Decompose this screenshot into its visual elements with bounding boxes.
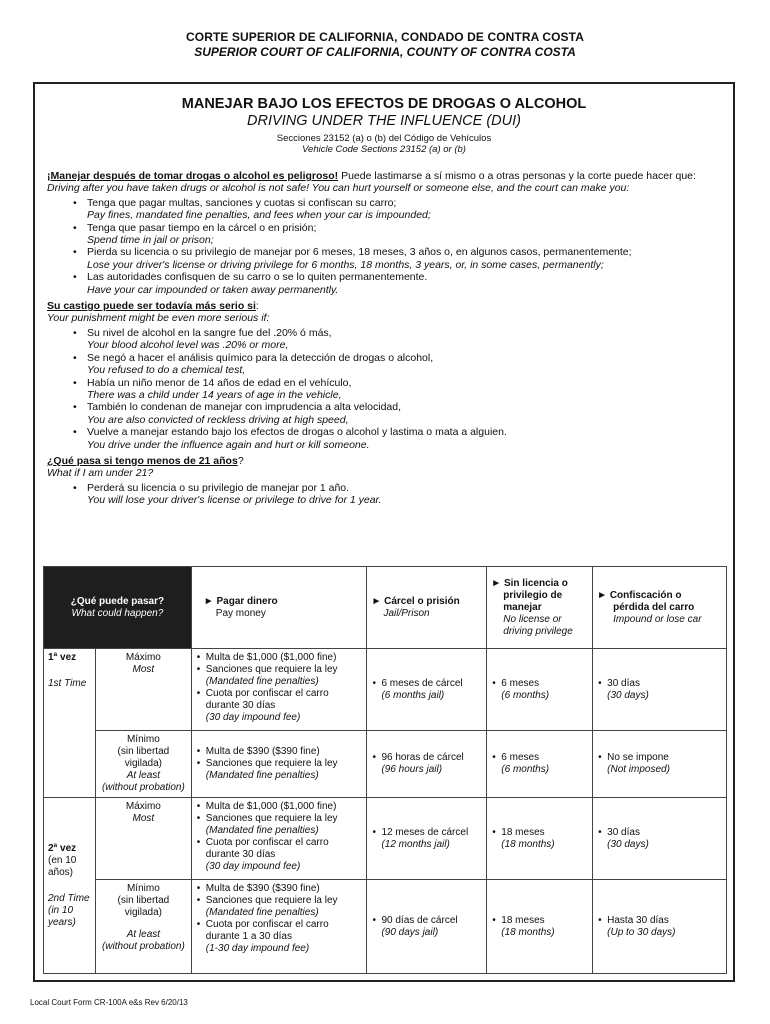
first-time-label: 1ª vez 1st Time — [44, 649, 96, 798]
sections-en: Vehicle Code Sections 23152 (a) or (b) — [302, 144, 466, 155]
header-what: ¿Qué puede pasar? What could happen? — [44, 567, 192, 649]
intro-en: Driving after you have taken drugs or alcohol is not safe! You can hurt yourself or someone else, and the court can make you: — [47, 182, 630, 195]
second-min-license: • 18 meses (18 months) — [487, 880, 593, 974]
court-header — [0, 30, 770, 59]
court-name-en: SUPERIOR COURT OF CALIFORNIA, COUNTY OF CONTRA COSTA — [194, 45, 576, 59]
second-min-money: • Multa de $390 ($390 fine) • Sanciones que requiere la ley (Mandated fine penalties) • Cuota por confiscar el carro durante 1 a 30 días (1-30 day impound fee) — [191, 880, 367, 974]
form-title — [35, 96, 733, 155]
court-name-es: CORTE SUPERIOR DE CALIFORNIA, CONDADO DE CONTRA COSTA — [186, 30, 584, 44]
second-max-money: • Multa de $1,000 ($1,000 fine) • Sanciones que requiere la ley (Mandated fine penalties) • Cuota por confiscar el carro durante 30 días (30 day impound fee) — [191, 798, 367, 880]
second-max-jail: • 12 meses de cárcel (12 months jail) — [367, 798, 487, 880]
first-max-money: • Multa de $1,000 ($1,000 fine) • Sanciones que requiere la ley (Mandated fine penalties) • Cuota por confiscar el carro durante 30 días (30 day impound fee) — [191, 649, 367, 731]
second-max-license: • 18 meses (18 months) — [487, 798, 593, 880]
second-min-jail: • 90 días de cárcel (90 days jail) — [367, 880, 487, 974]
second-min-impound: • Hasta 30 días (Up to 30 days) — [593, 880, 727, 974]
table-header-row — [44, 567, 727, 649]
table-row — [44, 649, 727, 731]
intro-rest-es: Puede lastimarse a sí mismo o a otras personas y la corte puede hacer que: — [341, 170, 696, 182]
header-money: ► Pagar dinero Pay money — [191, 567, 367, 649]
header-impound: ► Confiscación o pérdida del carro Impound or lose car — [593, 567, 727, 649]
sections-es: Secciones 23152 (a) o (b) del Código de Vehículos — [276, 133, 492, 144]
first-min-money: • Multa de $390 ($390 fine) • Sanciones que requiere la ley (Mandated fine penalties) — [191, 731, 367, 798]
list-item: • Las autoridades confisquen de su carro o se lo quiten permanentemente. Have your car impounded or taken away permanently. — [87, 271, 727, 296]
list-item: • Pierda su licencia o su privilegio de manejar por 6 meses, 18 meses, 3 años o, en algunos casos, permanentemente; Lose your driver's license or driving privilege for 6 months, 18 months, 3 years, or, in some cases, permanently; — [87, 246, 727, 271]
first-min-label: Mínimo (sin libertad vigilada) At least (without probation) — [95, 731, 191, 798]
form-footer: Local Court Form CR-100A e&s Rev 6/20/13 — [30, 998, 188, 1007]
title-es: MANEJAR BAJO LOS EFECTOS DE DROGAS O ALCOHOL — [181, 96, 587, 112]
first-min-impound: • No se impone (Not imposed) — [593, 731, 727, 798]
table-row — [44, 798, 727, 880]
under21-list — [47, 482, 727, 507]
list-item: • También lo condenan de manejar con imprudencia a alta velocidad, You are also convicted of reckless driving at high speed, — [87, 401, 727, 426]
intro-es — [47, 170, 727, 182]
first-max-label: Máximo Most — [95, 649, 191, 731]
second-max-impound: • 30 días (30 days) — [593, 798, 727, 880]
serious-list — [47, 327, 727, 451]
under21-heading: ¿Qué pasa si tengo menos de 21 años? — [47, 454, 244, 467]
first-max-jail: • 6 meses de cárcel (6 months jail) — [367, 649, 487, 731]
consequence-list — [47, 197, 727, 296]
header-license: ► Sin licencia o privilegio de manejar No license or driving privilege — [487, 567, 593, 649]
list-item: • Había un niño menor de 14 años de edad en el vehículo, There was a child under 14 years of age in the vehicle, — [87, 377, 727, 402]
list-item: • Su nivel de alcohol en la sangre fue del .20% ó más, Your blood alcohol level was .20% or more, — [87, 327, 727, 352]
title-en: DRIVING UNDER THE INFLUENCE (DUI) — [247, 113, 521, 129]
first-max-impound: • 30 días (30 days) — [593, 649, 727, 731]
form-content — [47, 170, 727, 507]
first-max-license: • 6 meses (6 months) — [487, 649, 593, 731]
list-item: • Tenga que pagar multas, sanciones y cuotas si confiscan su carro; Pay fines, mandated fine penalties, and fees when your car is impounded; — [87, 197, 727, 222]
second-time-label: 2ª vez (en 10 años) 2nd Time (in 10 years) — [44, 798, 96, 974]
first-min-license: • 6 meses (6 months) — [487, 731, 593, 798]
serious-heading-en: Your punishment might be even more serious if: — [47, 312, 270, 325]
under21-heading-en: What if I am under 21? — [47, 467, 154, 480]
penalty-table — [43, 566, 727, 974]
first-min-jail: • 96 horas de cárcel (96 hours jail) — [367, 731, 487, 798]
second-max-label: Máximo Most — [95, 798, 191, 880]
warning-es: ¡Manejar después de tomar drogas o alcohol es peligroso! — [47, 170, 339, 182]
table-row — [44, 880, 727, 974]
list-item: • Tenga que pasar tiempo en la cárcel o en prisión; Spend time in jail or prison; — [87, 222, 727, 247]
list-item: • Se negó a hacer el análisis químico para la detección de drogas o alcohol, You refused to do a chemical test, — [87, 352, 727, 377]
list-item: • Perderá su licencia o su privilegio de manejar por 1 año. You will lose your driver's license or privilege to drive for 1 year. — [87, 482, 727, 507]
second-min-label: Mínimo (sin libertad vigilada) At least (without probation) — [95, 880, 191, 974]
header-jail: ► Cárcel o prisión Jail/Prison — [367, 567, 487, 649]
list-item: • Vuelve a manejar estando bajo los efectos de drogas o alcohol y lastima o mata a alguien. You drive under the influence again and hurt or kill someone. — [87, 426, 727, 451]
form-box — [33, 82, 735, 982]
table-row — [44, 731, 727, 798]
serious-heading: Su castigo puede ser todavía más serio si: — [47, 300, 259, 313]
